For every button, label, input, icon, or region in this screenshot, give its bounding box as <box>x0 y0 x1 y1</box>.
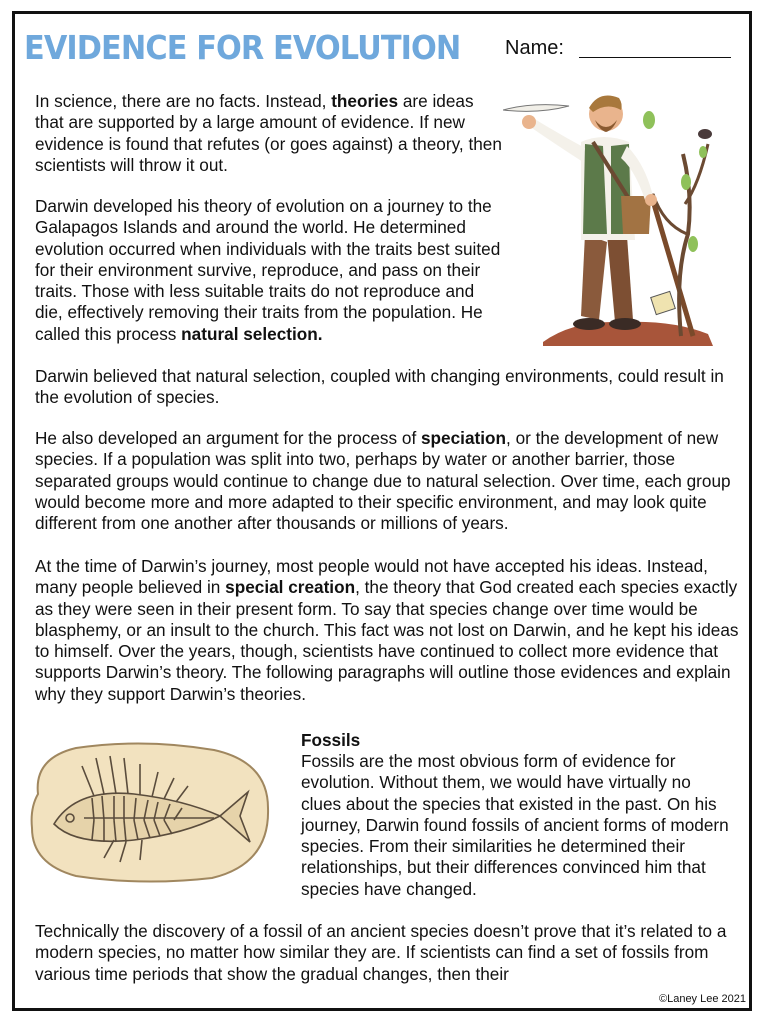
text-run: , the theory that God created each species exactly as they were seen in their present form. To say that species change over time would be blasphemy, or an insult to the church. This fact was not lost on Darwin, and he kept his ideas to himself. Over the years, though, scientists have continued to collect more evidence that supports Darwin’s theory. The following paragraphs will outline those evidences and explain why they support Darwin’s theories. <box>35 577 739 704</box>
bold-term: special creation <box>225 577 356 598</box>
text-run: Technically the discovery of a fossil of an ancient species doesn’t prove that it’s related to a modern species, no matter how similar they are. If scientists can find a set of fossils from various time periods that show the gradual changes, then their <box>35 921 727 984</box>
fossil-fish-illustration <box>24 736 274 886</box>
text-run: At the time of Darwin’s journey, most people would not have accepted his ideas. Instead, many people believed in <box>35 556 708 598</box>
text-run: , or the development of new species. If a population was split into two, perhaps by water or another barrier, those separated groups would continue to change due to natural selection. Over time, each group would become more and more adapted to their specific environment, and may look quite different from one another after thousands or millions of years. <box>35 428 731 534</box>
paragraph-fossil-record <box>35 921 740 985</box>
text-run: Darwin developed his theory of evolution on a journey to the Galapagos Islands and around the world. He determined evolution occurred when individuals with the traits best suited for their environment survive, reproduce, and pass on their traits. Those with less suitable traits do not reproduce and die, effectively removing their traits from the population. He called this process <box>35 196 501 344</box>
copyright: ©Laney Lee 2021 <box>658 993 746 1005</box>
name-blank-line[interactable] <box>579 57 731 58</box>
paragraph-speciation <box>35 428 740 534</box>
text-run: In science, there are no facts. Instead, <box>35 91 332 111</box>
paragraph-theories <box>35 91 505 176</box>
paragraph-natural-selection <box>35 366 735 409</box>
page-title: EVIDENCE FOR EVOLUTION <box>24 28 461 67</box>
paragraph-darwin-journey <box>35 196 505 345</box>
name-label: Name: <box>505 37 564 59</box>
darwin-illustration <box>503 84 723 348</box>
fossils-heading: Fossils <box>301 730 361 750</box>
text-run: He also developed an argument for the process of <box>35 428 421 448</box>
paragraph-special-creation <box>35 556 740 705</box>
text-run: Fossils are the most obvious form of evidence for evolution. Without them, we would have virtually no clues about the species that existed in the past. On his journey, Darwin found fossils of ancient forms of modern species. From their similarities he determined their relationships, but their differences convinced him that species have changed. <box>301 751 729 899</box>
bold-term: speciation <box>421 428 507 448</box>
bold-term: natural selection. <box>181 323 323 344</box>
paragraph-fossils <box>301 751 731 900</box>
text-run: are ideas that are supported by a large amount of evidence. If new evidence is found that refutes (or goes against) a theory, then scientists will throw it out. <box>35 91 502 175</box>
text-run: Darwin believed that natural selection, coupled with changing environments, could result in the evolution of species. <box>35 366 724 408</box>
bold-term: theories <box>331 91 399 111</box>
